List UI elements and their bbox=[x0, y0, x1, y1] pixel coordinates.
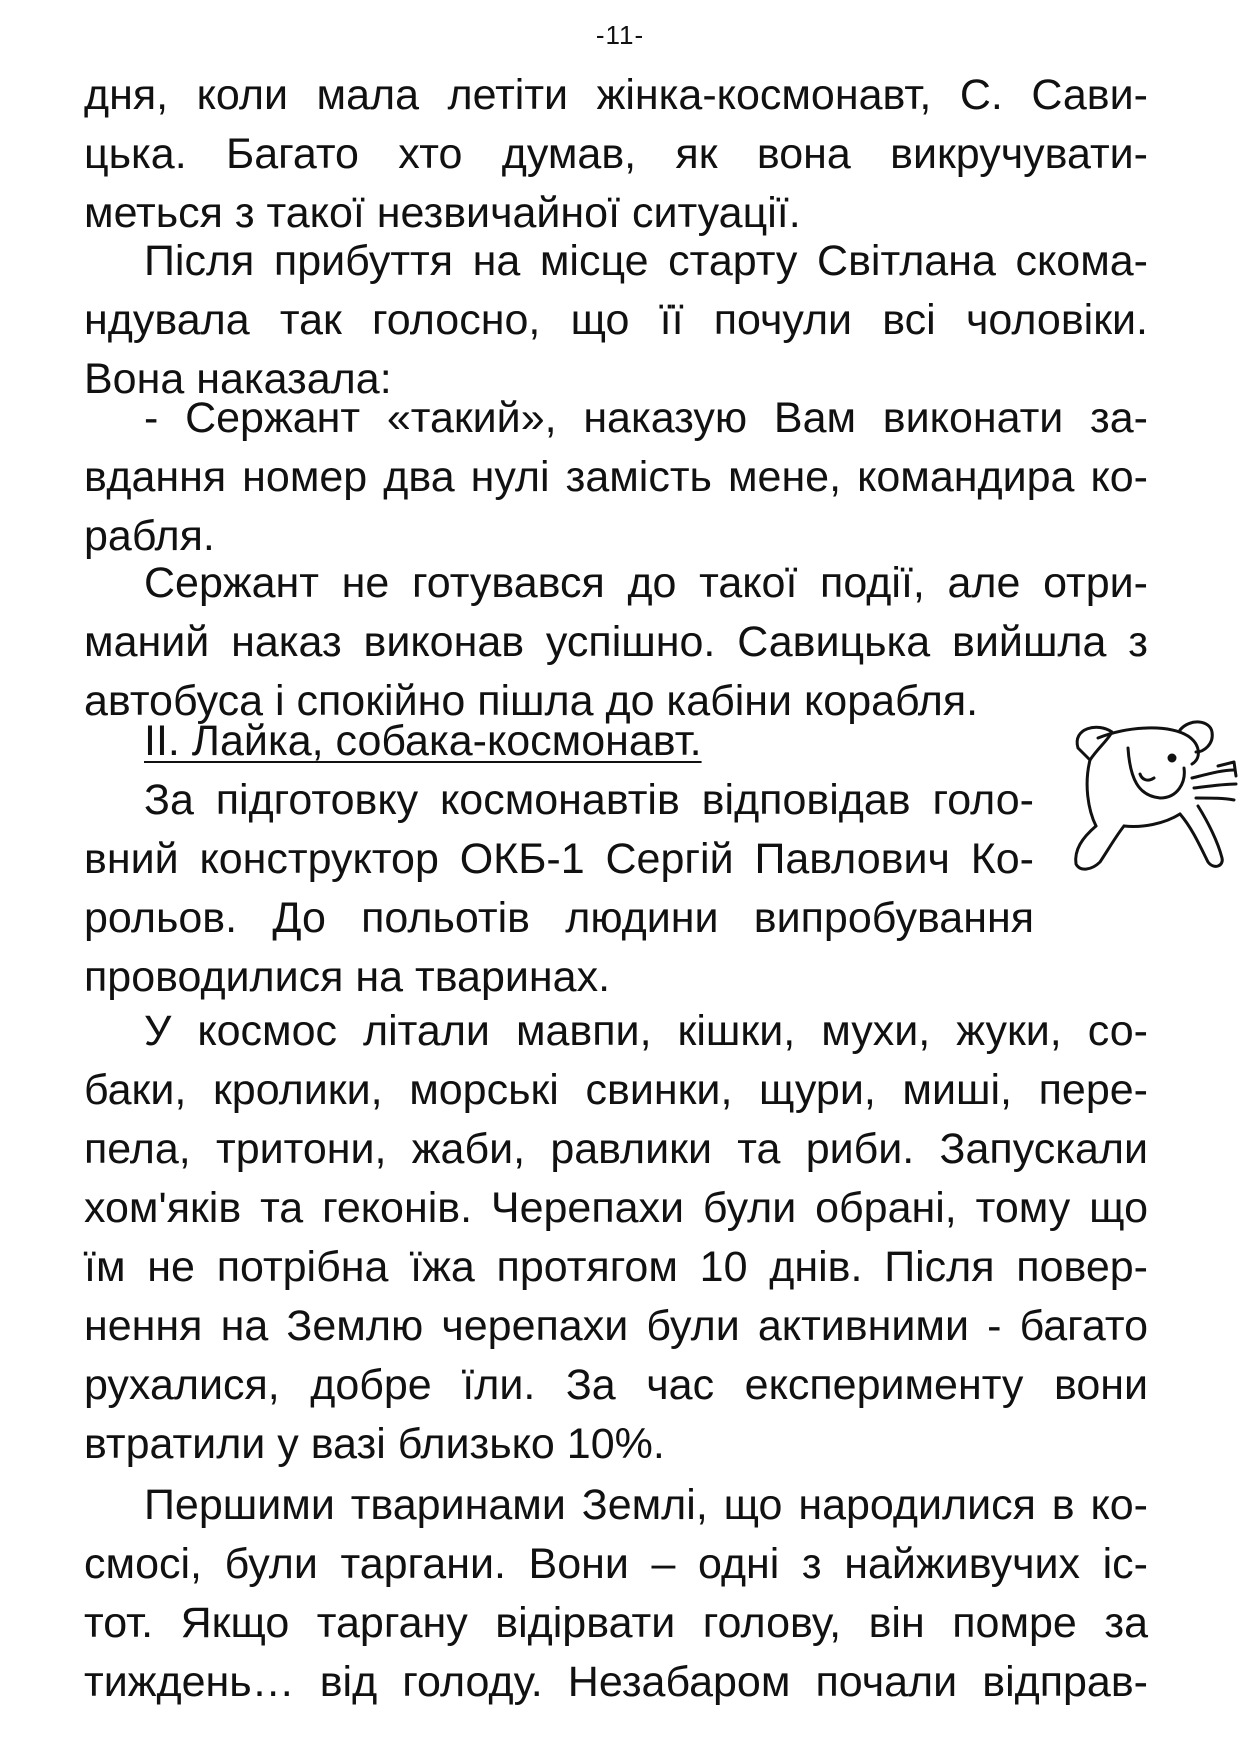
text-line: цька. Багато хто думав, як вона викручувати- bbox=[84, 130, 1148, 178]
text-line: - Сержант «такий», наказую Вам виконати за- bbox=[144, 394, 1148, 442]
text-line: За підготовку космонавтів відповідав голо- bbox=[144, 776, 1034, 824]
text-line: тиждень… від голоду. Незабаром почали відправ- bbox=[84, 1658, 1148, 1706]
text-line: Першими тваринами Землі, що народилися в ко- bbox=[144, 1481, 1148, 1529]
text-line: їм не потрібна їжа протягом 10 днів. Після повер- bbox=[84, 1243, 1148, 1291]
text-line: рухалися, добре їли. За час експерименту вони bbox=[84, 1361, 1148, 1409]
text-line: баки, кролики, морські свинки, щури, миші, пере- bbox=[84, 1066, 1148, 1114]
text-line: проводилися на тваринах. bbox=[84, 953, 611, 1001]
text-line: меться з такої незвичайної ситуації. bbox=[84, 189, 801, 237]
paragraph-1 bbox=[84, 66, 1148, 243]
text-line: Сержант не готувався до такої події, але отри- bbox=[144, 559, 1148, 607]
section-heading: ІІ. Лайка, собака-космонавт. bbox=[144, 717, 702, 765]
paragraph-2 bbox=[84, 232, 1148, 409]
text-line: Вона наказала: bbox=[84, 355, 392, 403]
text-line: тот. Якщо таргану відірвати голову, він помре за bbox=[84, 1599, 1148, 1647]
paragraph-3 bbox=[84, 389, 1148, 566]
text-line: нення на Землю черепахи були активними - багато bbox=[84, 1302, 1148, 1350]
text-line: хом'яків та геконів. Черепахи були обрані, тому що bbox=[84, 1184, 1148, 1232]
paragraph-4 bbox=[84, 554, 1148, 731]
page-number: -11- bbox=[595, 20, 645, 50]
paragraph-5 bbox=[84, 771, 1034, 1007]
paragraph-6 bbox=[84, 1002, 1148, 1474]
text-line: пела, тритони, жаби, равлики та риби. Запускали bbox=[84, 1125, 1148, 1173]
text-line: У космос літали мавпи, кішки, мухи, жуки, со- bbox=[144, 1007, 1148, 1055]
dog-cartoon-icon bbox=[1068, 718, 1238, 888]
text-line: рабля. bbox=[84, 512, 215, 560]
text-line: маний наказ виконав успішно. Савицька вийшла з bbox=[84, 618, 1148, 666]
section-heading-block bbox=[84, 712, 1034, 771]
text-line: автобуса і спокійно пішла до кабіни корабля. bbox=[84, 677, 979, 725]
text-line: рольов. До польотів людини випробування bbox=[84, 894, 1034, 942]
text-line: вдання номер два нулі замість мене, командира ко- bbox=[84, 453, 1148, 501]
text-line: втратили у вазі близько 10%. bbox=[84, 1420, 665, 1468]
text-line: ндувала так голосно, що її почули всі чоловіки. bbox=[84, 296, 1148, 344]
paragraph-7 bbox=[84, 1476, 1148, 1712]
text-line: дня, коли мала летіти жінка-космонавт, С. Сави- bbox=[84, 71, 1148, 119]
text-line: вний конструктор ОКБ-1 Сергій Павлович Ко- bbox=[84, 835, 1034, 883]
text-line bbox=[84, 712, 1034, 771]
text-line: Після прибуття на місце старту Світлана скома- bbox=[144, 237, 1148, 285]
text-line: смосі, були таргани. Вони – одні з найживучих іс- bbox=[84, 1540, 1148, 1588]
